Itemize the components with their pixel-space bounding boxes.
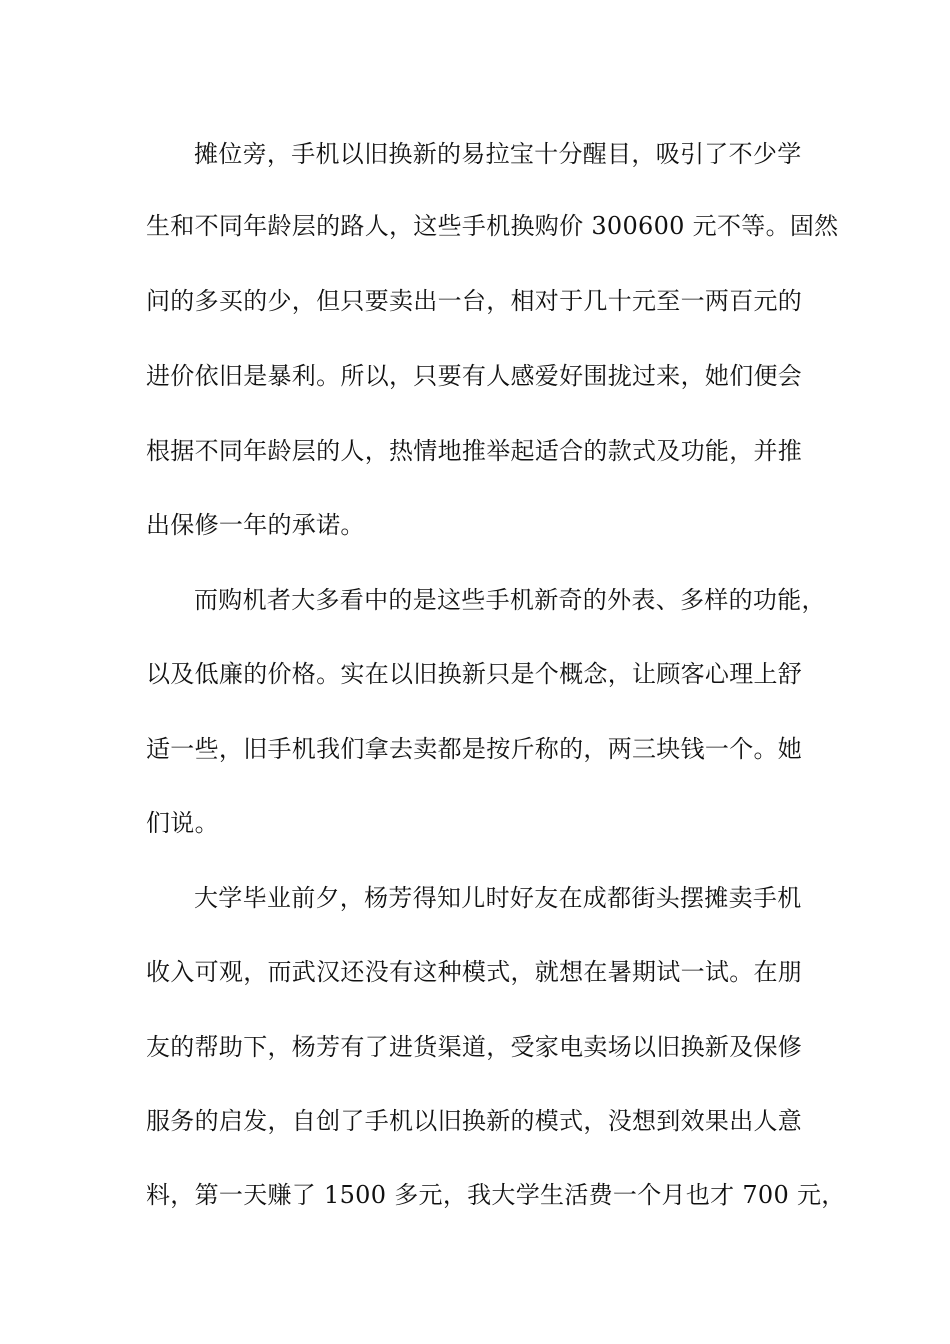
text-line: 以及低廉的价格。实在以旧换新只是个概念，让顾客心理上舒 <box>146 660 803 688</box>
text-line: 生和不同年龄层的路人，这些手机换购价 300600 元不等。固然 <box>146 212 839 240</box>
text-line: 问的多买的少，但只要卖出一台，相对于几十元至一两百元的 <box>146 287 803 315</box>
text-line: 摊位旁，手机以旧换新的易拉宝十分醒目，吸引了不少学 <box>194 140 802 168</box>
text-line: 料，第一天赚了 1500 多元，我大学生活费一个月也才 700 元， <box>146 1181 846 1209</box>
text-line: 们说。 <box>146 809 219 837</box>
text-line: 大学毕业前夕，杨芳得知儿时好友在成都街头摆摊卖手机 <box>194 884 802 912</box>
text-line: 进价依旧是暴利。所以，只要有人感爱好围拢过来，她们便会 <box>146 362 803 390</box>
text-line: 服务的启发，自创了手机以旧换新的模式，没想到效果出人意 <box>146 1107 803 1135</box>
text-line: 根据不同年龄层的人，热情地推举起适合的款式及功能，并推 <box>146 437 803 465</box>
text-line: 出保修一年的承诺。 <box>146 511 365 539</box>
text-line: 收入可观，而武汉还没有这种模式，就想在暑期试一试。在朋 <box>146 958 803 986</box>
text-line: 适一些，旧手机我们拿去卖都是按斤称的，两三块钱一个。她 <box>146 735 803 763</box>
text-line: 而购机者大多看中的是这些手机新奇的外表、多样的功能， <box>194 586 826 614</box>
text-line: 友的帮助下，杨芳有了进货渠道，受家电卖场以旧换新及保修 <box>146 1033 803 1061</box>
